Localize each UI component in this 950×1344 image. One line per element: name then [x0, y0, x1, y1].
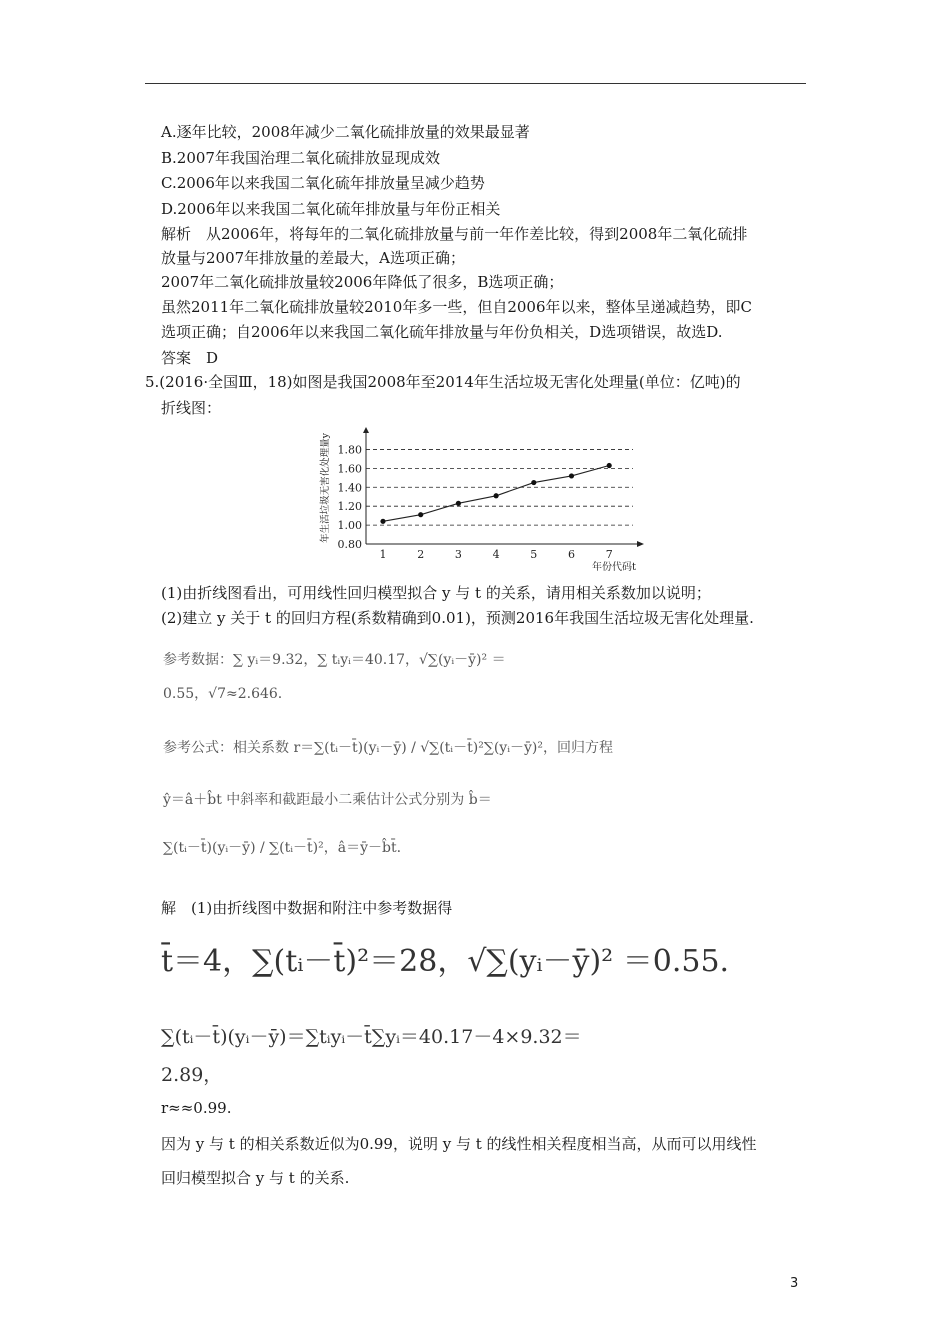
- option-c: C.2006年以来我国二氧化硫年排放量呈减少趋势: [161, 174, 485, 192]
- option-b: B.2007年我国治理二氧化硫排放显现成效: [161, 149, 440, 167]
- conclusion-line-2: 回归模型拟合 y 与 t 的关系.: [161, 1169, 350, 1187]
- data-point: [456, 501, 461, 506]
- x-tick-label: 6: [568, 548, 575, 561]
- x-tick-label: 7: [605, 548, 613, 561]
- data-point: [380, 519, 385, 524]
- solution-eq-2: ∑(tᵢ－t̄)(yᵢ－ȳ)＝∑tᵢyᵢ－t̄∑yᵢ＝40.17－4×9.32＝: [161, 1026, 582, 1048]
- analysis-line-3: 2007年二氧化硫排放量较2006年降低了很多，B选项正确；: [161, 273, 564, 291]
- data-point: [494, 493, 499, 498]
- reference-formula-line-3: ∑(tᵢ－t̄)(yᵢ－ȳ) / ∑(tᵢ－t̄)²，â＝ȳ－b̂t̄.: [163, 840, 402, 856]
- x-tick-label: 2: [417, 548, 425, 561]
- data-point: [531, 480, 536, 485]
- x-axis-arrow: [637, 541, 644, 547]
- y-tick-label: 1.80: [337, 443, 362, 457]
- y-axis-label: 年生活垃圾无害化处理量y: [320, 433, 331, 543]
- x-tick-label: 5: [530, 548, 538, 561]
- solution-r: r≈≈0.99.: [161, 1099, 232, 1117]
- conclusion-line-1: 因为 y 与 t 的相关系数近似为0.99，说明 y 与 t 的线性相关程度相当高，从而可以用线性: [161, 1135, 757, 1153]
- question-1: (1)由折线图看出，可用线性回归模型拟合 y 与 t 的关系，请用相关系数加以说明；: [161, 584, 711, 602]
- analysis-line-2: 放量与2007年排放量的差最大，A选项正确；: [161, 249, 466, 267]
- answer-line: 答案 D: [161, 349, 219, 367]
- solution-eq-3: 2.89，: [161, 1064, 223, 1086]
- solution-eq-1: t̄＝4，∑(tᵢ－t̄)²＝28，√∑(yᵢ－ȳ)² ＝0.55.: [161, 944, 730, 979]
- y-tick-label: 1.60: [337, 462, 362, 476]
- problem-line-2: 折线图：: [161, 399, 222, 417]
- y-tick-label: 1.00: [337, 519, 362, 533]
- analysis-line-1: 解析 从2006年，将每年的二氧化硫排放量与前一年作差比较，得到2008年二氧化硫排: [161, 225, 748, 243]
- y-axis-arrow: [363, 427, 369, 433]
- x-axis-label: 年份代码t: [591, 562, 636, 572]
- analysis-line-5: 选项正确；自2006年以来我国二氧化硫年排放量与年份负相关，D选项错误，故选D.: [161, 323, 723, 341]
- page-number: 3: [790, 1276, 799, 1291]
- x-tick-label: 1: [379, 548, 387, 561]
- data-point: [569, 473, 574, 478]
- solution-intro: 解 (1)由折线图中数据和附注中参考数据得: [161, 899, 453, 917]
- x-tick-label: 3: [454, 548, 462, 561]
- reference-data-line-2: 0.55，√7≈2.646.: [163, 686, 283, 702]
- y-tick-label: 0.80: [337, 538, 362, 551]
- line-chart: [318, 422, 678, 572]
- analysis-line-4: 虽然2011年二氧化硫排放量较2010年多一些，但自2006年以来，整体呈递减趋势，即C: [161, 298, 753, 316]
- option-d: D.2006年以来我国二氧化硫年排放量与年份正相关: [161, 200, 501, 218]
- reference-formula-line-2: ŷ＝â＋b̂t 中斜率和截距最小二乘估计公式分别为 b̂＝: [163, 792, 492, 808]
- y-tick-label: 1.40: [337, 481, 362, 495]
- data-point: [418, 512, 423, 517]
- reference-formula-line-1: 参考公式：相关系数 r＝∑(tᵢ－t̄)(yᵢ－ȳ) / √∑(tᵢ－t̄)²∑(yᵢ－ȳ)²，回归方程: [163, 740, 613, 756]
- problem-line-1: 5.(2016·全国Ⅲ，18)如图是我国2008年至2014年生活垃圾无害化处理量(单位：亿吨)的: [145, 373, 741, 391]
- header-rule: [145, 83, 806, 84]
- y-tick-label: 1.20: [337, 500, 362, 514]
- question-2: (2)建立 y 关于 t 的回归方程(系数精确到0.01)，预测2016年我国生活垃圾无害化处理量.: [161, 609, 754, 627]
- x-tick-label: 4: [492, 548, 500, 561]
- option-a: A.逐年比较，2008年减少二氧化硫排放量的效果最显著: [161, 123, 530, 141]
- reference-data-line-1: 参考数据：∑ yᵢ＝9.32，∑ tᵢyᵢ＝40.17，√∑(yᵢ－ȳ)² ＝: [163, 652, 506, 668]
- data-point: [607, 463, 612, 468]
